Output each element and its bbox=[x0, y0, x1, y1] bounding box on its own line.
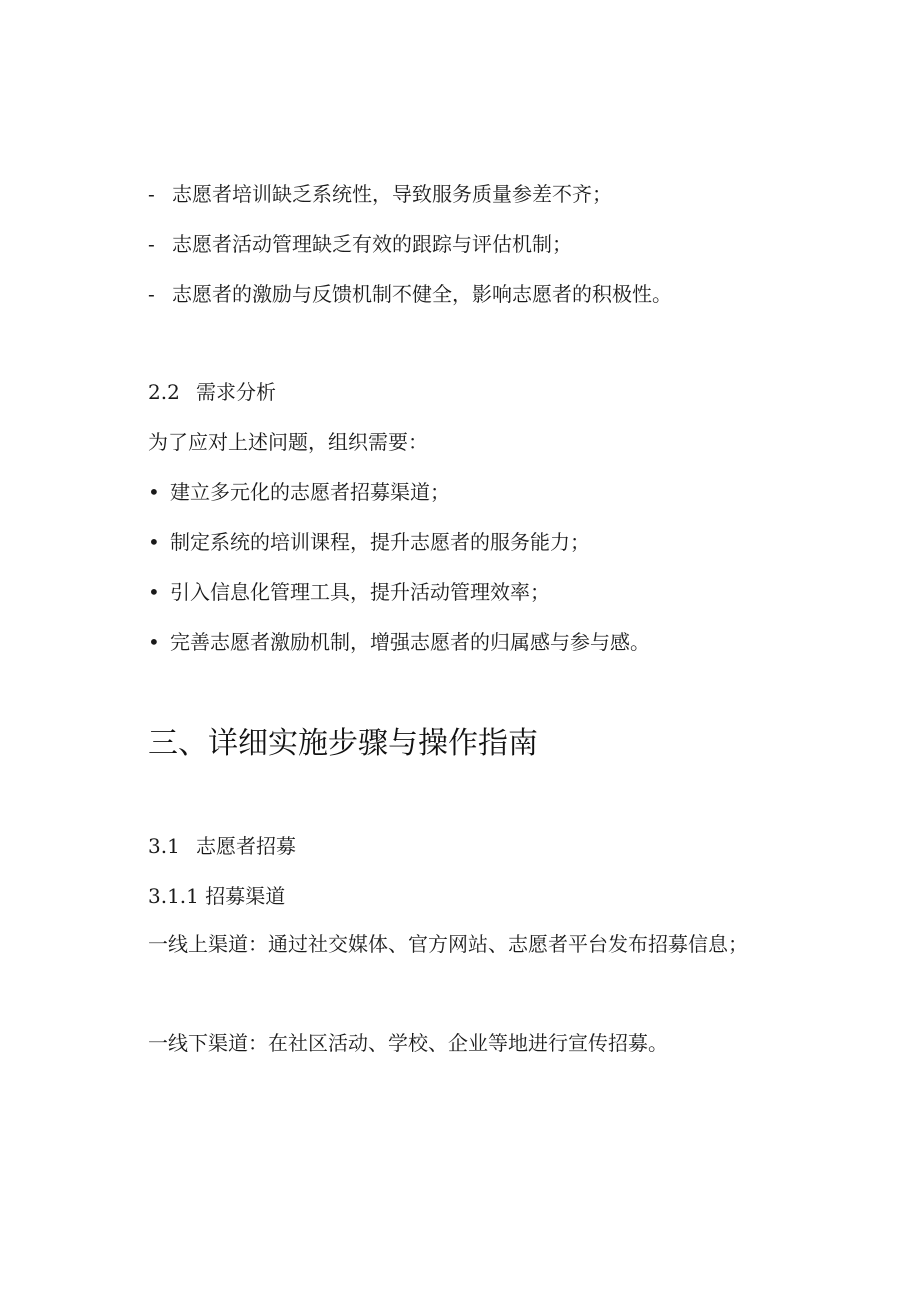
need-text: 制定系统的培训课程，提升志愿者的服务能力； bbox=[170, 530, 590, 554]
issue-item bbox=[148, 230, 572, 258]
offline-channel-paragraph: 一线下渠道：在社区活动、学校、企业等地进行宣传招募。 bbox=[148, 1031, 668, 1055]
issue-item bbox=[148, 180, 612, 208]
need-text: 建立多元化的志愿者招募渠道； bbox=[170, 480, 450, 504]
need-item bbox=[148, 528, 590, 556]
bullet-marker: • bbox=[148, 580, 160, 604]
need-item bbox=[148, 478, 450, 506]
needs-intro: 为了应对上述问题，组织需要： bbox=[148, 430, 428, 454]
need-text: 引入信息化管理工具，提升活动管理效率； bbox=[170, 580, 550, 604]
issue-item bbox=[148, 280, 672, 308]
section-number: 3.1 bbox=[148, 834, 180, 858]
need-item bbox=[148, 578, 550, 606]
chapter-heading: 三、详细实施步骤与操作指南 bbox=[148, 726, 538, 761]
issue-text: 志愿者活动管理缺乏有效的跟踪与评估机制； bbox=[172, 232, 572, 256]
need-text: 完善志愿者激励机制，增强志愿者的归属感与参与感。 bbox=[170, 630, 650, 654]
bullet-marker: • bbox=[148, 480, 160, 504]
need-item bbox=[148, 628, 650, 656]
section-heading-2-2 bbox=[148, 378, 276, 406]
bullet-marker: • bbox=[148, 530, 160, 554]
online-channel-paragraph: 一线上渠道：通过社交媒体、官方网站、志愿者平台发布招募信息； bbox=[148, 932, 748, 956]
issue-text: 志愿者培训缺乏系统性，导致服务质量参差不齐； bbox=[172, 182, 612, 206]
section-title: 志愿者招募 bbox=[196, 834, 296, 858]
dash-marker: - bbox=[148, 232, 155, 256]
bullet-marker: • bbox=[148, 630, 160, 654]
section-number: 2.2 bbox=[148, 380, 180, 404]
subsection-heading-3-1-1: 3.1.1 招募渠道 bbox=[148, 884, 286, 908]
section-title: 需求分析 bbox=[196, 380, 276, 404]
section-heading-3-1 bbox=[148, 832, 296, 860]
dash-marker: - bbox=[148, 182, 155, 206]
dash-marker: - bbox=[148, 282, 155, 306]
issue-text: 志愿者的激励与反馈机制不健全，影响志愿者的积极性。 bbox=[172, 282, 672, 306]
